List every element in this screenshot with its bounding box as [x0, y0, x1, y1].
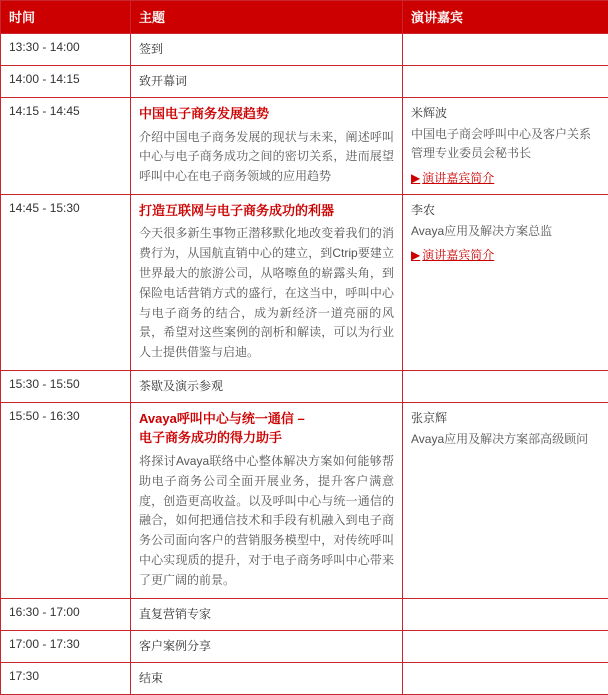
session-topic [131, 370, 403, 402]
column-header-speaker: 演讲嘉宾 [403, 1, 608, 34]
column-header-topic: 主题 [131, 1, 403, 34]
table-row [1, 194, 608, 370]
session-time: 15:30 - 15:50 [1, 370, 131, 402]
table-row [1, 66, 608, 98]
session-speaker [403, 630, 608, 662]
session-topic-title: 结束 [139, 669, 394, 687]
chevron-right-icon: ▶ [411, 248, 420, 262]
speaker-organization: Avaya应用及解决方案总监 [411, 222, 600, 241]
session-topic-title: 中国电子商务发展趋势 [139, 104, 394, 124]
session-time: 17:00 - 17:30 [1, 630, 131, 662]
session-topic [131, 598, 403, 630]
speaker-name: 张京辉 [411, 409, 600, 428]
speaker-name: 米辉波 [411, 104, 600, 123]
table-row [1, 98, 608, 195]
session-topic [131, 630, 403, 662]
session-speaker [403, 370, 608, 402]
column-header-time: 时间 [1, 1, 131, 34]
session-speaker [403, 66, 608, 98]
session-topic-title: 打造互联网与电子商务成功的利器 [139, 201, 394, 221]
table-header-row [1, 1, 608, 34]
speaker-bio-link-label: 演讲嘉宾简介 [422, 248, 494, 262]
session-topic [131, 662, 403, 694]
session-speaker [403, 34, 608, 66]
table-row [1, 598, 608, 630]
table-header [1, 1, 608, 34]
session-topic-title: Avaya呼叫中心与统一通信 – 电子商务成功的得力助手 [139, 409, 394, 448]
session-speaker [403, 598, 608, 630]
session-topic-description: 将探讨Avaya联络中心整体解决方案如何能够帮助电子商务公司全面开展业务，提升客户满意度，创造更高收益。以及呼叫中心与统一通信的融合，如何把通信技术和手段有机融入到电子商务公司面向客户的营销服务模型中，对传统呼叫中心实现质的提升，对于电子商务呼叫中心带来了更广阔的前景。 [139, 452, 394, 591]
session-speaker [403, 98, 608, 195]
table-row [1, 630, 608, 662]
session-topic [131, 34, 403, 66]
session-topic [131, 194, 403, 370]
session-topic [131, 98, 403, 195]
table-row [1, 402, 608, 598]
session-time: 15:50 - 16:30 [1, 402, 131, 598]
speaker-organization: 中国电子商会呼叫中心及客户关系管理专业委员会秘书长 [411, 125, 600, 163]
speaker-bio-link-label: 演讲嘉宾简介 [422, 171, 494, 185]
session-topic-title: 签到 [139, 40, 394, 58]
session-topic-description: 今天很多新生事物正潜移默化地改变着我们的消费行为，从国航直销中心的建立，到Ctrip要建立世界最大的旅游公司，从咯嚓鱼的崭露头角，到保险电话营销方式的盛行，在这当中，呼叫中心与电子商务的结合，成为新经济一道亮丽的风景，希望对这些案例的剖析和解读，可以为行业人士提供借鉴与启迪。 [139, 224, 394, 363]
session-topic-title: 客户案例分享 [139, 637, 394, 655]
session-topic [131, 402, 403, 598]
table-row [1, 370, 608, 402]
chevron-right-icon: ▶ [411, 171, 420, 185]
table-row [1, 34, 608, 66]
session-time: 17:30 [1, 662, 131, 694]
session-speaker [403, 194, 608, 370]
speaker-bio-link[interactable] [411, 246, 600, 264]
session-time: 14:15 - 14:45 [1, 98, 131, 195]
session-time: 14:00 - 14:15 [1, 66, 131, 98]
session-topic-description: 介绍中国电子商务发展的现状与未来，阐述呼叫中心与电子商务成功之间的密切关系，进而展望呼叫中心在电子商务领域的应用趋势 [139, 128, 394, 187]
table-body [1, 34, 608, 695]
session-speaker [403, 662, 608, 694]
session-time: 14:45 - 15:30 [1, 194, 131, 370]
speaker-name: 李农 [411, 201, 600, 220]
session-speaker [403, 402, 608, 598]
speaker-organization: Avaya应用及解决方案部高级顾问 [411, 430, 600, 449]
session-topic-title: 直复营销专家 [139, 605, 394, 623]
session-topic-title: 致开幕词 [139, 72, 394, 90]
session-time: 13:30 - 14:00 [1, 34, 131, 66]
session-topic [131, 66, 403, 98]
speaker-bio-link[interactable] [411, 169, 600, 187]
table-row [1, 662, 608, 694]
session-time: 16:30 - 17:00 [1, 598, 131, 630]
session-topic-title: 茶歇及演示参观 [139, 377, 394, 395]
